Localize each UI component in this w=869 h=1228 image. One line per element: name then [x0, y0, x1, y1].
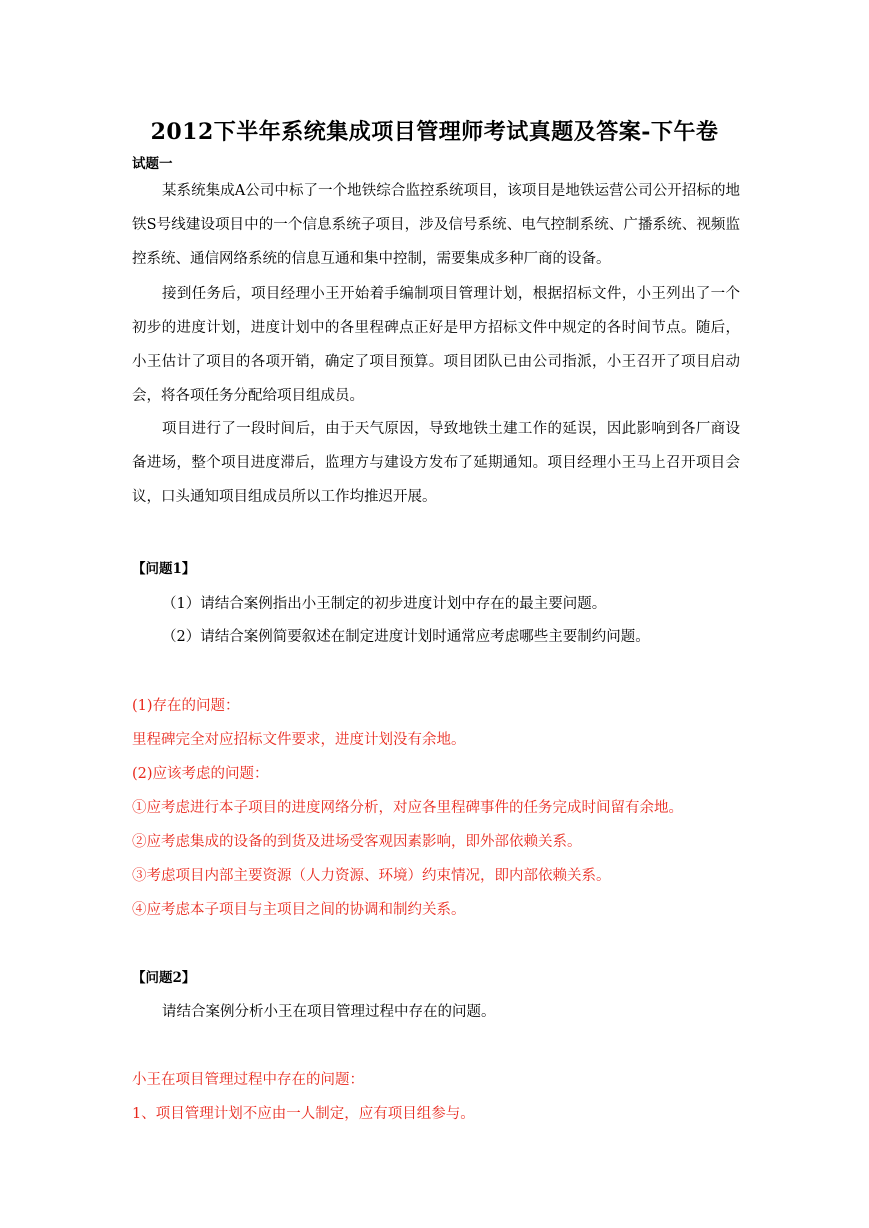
- answer-2-line-1: 小王在项目管理过程中存在的问题：: [132, 1072, 364, 1088]
- case-paragraph-1: 某系统集成A公司中标了一个地铁综合监控系统项目，该项目是地铁运营公司公开招标的地铁S号线建设项目中的一个信息系统子项目，涉及信号系统、电气控制系统、广播系统、视频监控系统、通信网络系统的信息互通和集中控制，需要集成多种厂商的设备。: [132, 183, 740, 267]
- answer-1-line-5: ②应考虑集成的设备的到货及进场受客观因素影响，即外部依赖关系。: [132, 834, 582, 850]
- answer-1-line-4: ①应考虑进行本子项目的进度网络分析，对应各里程碑事件的任务完成时间留有余地。: [132, 800, 683, 816]
- question-1-heading: 【问题1】: [132, 561, 196, 577]
- case-paragraph-3: 项目进行了一段时间后，由于天气原因，导致地铁土建工作的延误，因此影响到各厂商设备进场，整个项目进度滞后，监理方与建设方发布了延期通知。项目经理小王马上召开项目会议，口头通知项目组成员所以工作均推迟开展。: [132, 421, 740, 505]
- document-title: 2012下半年系统集成项目管理师考试真题及答案-下午卷: [150, 119, 719, 145]
- answer-1-line-1: (1)存在的问题：: [132, 698, 240, 714]
- question-2-heading: 【问题2】: [132, 970, 196, 986]
- answer-1-line-6: ③考虑项目内部主要资源（人力资源、环境）约束情况，即内部依赖关系。: [132, 868, 611, 884]
- answer-2-line-2: 1、项目管理计划不应由一人制定，应有项目组参与。: [132, 1106, 475, 1122]
- answer-1-line-2: 里程碑完全对应招标文件要求，进度计划没有余地。: [132, 732, 466, 748]
- section-heading: 试题一: [132, 156, 173, 172]
- answer-1-line-3: (2)应该考虑的问题：: [132, 766, 269, 782]
- question-1-item-1: （1）请结合案例指出小王制定的初步进度计划中存在的最主要问题。: [162, 596, 607, 612]
- question-2-item-1: 请结合案例分析小王在项目管理过程中存在的问题。: [162, 1004, 496, 1020]
- answer-1-line-7: ④应考虑本子项目与主项目之间的协调和制约关系。: [132, 902, 466, 918]
- case-paragraph-2: 接到任务后，项目经理小王开始着手编制项目管理计划，根据招标文件，小王列出了一个初步的进度计划，进度计划中的各里程碑点正好是甲方招标文件中规定的各时间节点。随后，小王估计了项目的各项开销，确定了项目预算。项目团队已由公司指派，小王召开了项目启动会，将各项任务分配给项目组成员。: [132, 286, 740, 404]
- question-1-item-2: （2）请结合案例简要叙述在制定进度计划时通常应考虑哪些主要制约问题。: [162, 629, 650, 645]
